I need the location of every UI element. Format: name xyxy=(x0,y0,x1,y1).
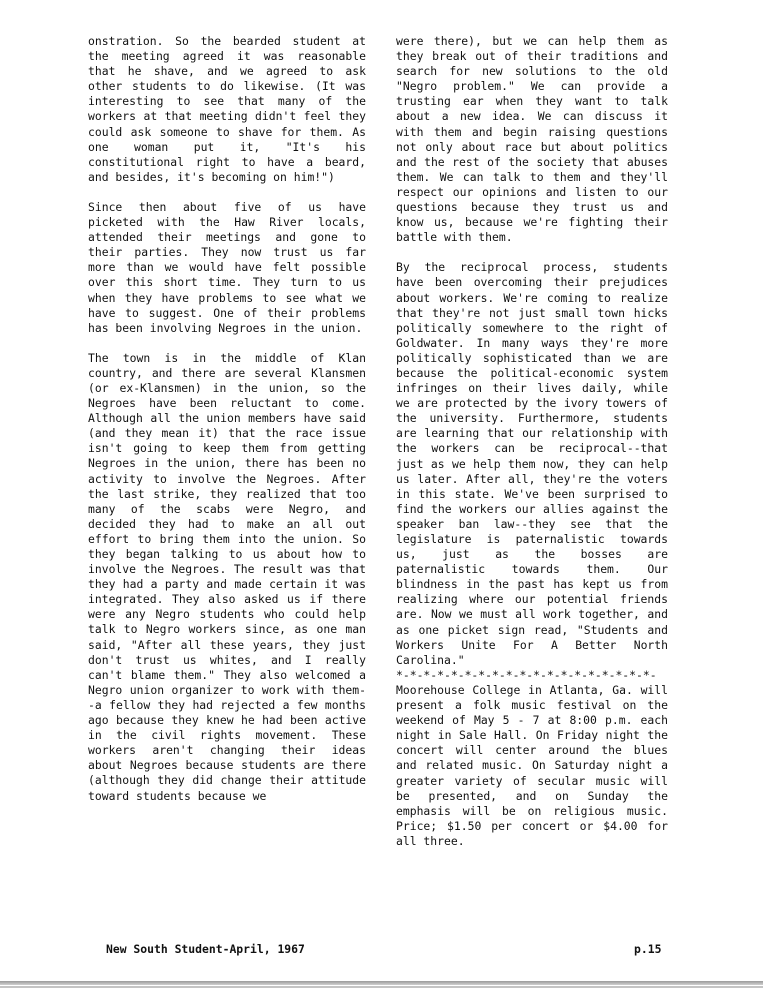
scan-edge-line-lower xyxy=(0,986,763,988)
right-paragraph-2: By the reciprocal process, students have been overcoming their prejudices about workers. We're coming to realize that they're not just small town hicks politically somewhere to the right of Goldwater. In many ways they're more politically sophisticated than we are because the political-economic system infringes on their lives daily, while we are protected by the ivory towers of the university. Furthermore, students are learning that our relationship with the workers can be reciprocal--that just as we help them now, they can help us later. After all, they're the voters in this state. We've been surprised to find the workers our allies against the speaker ban law--they see that the legislature is paternalistic towards us, just as the bosses are paternalistic towards them. Our blindness in the past has kept us from realizing where our potential friends are. Now we must all work together, and as one picket sign read, "Students and Workers Unite For A Better North Carolina." xyxy=(396,260,668,667)
left-paragraph-2: Since then about five of us have picketed with the Haw River locals, attended their meetings and gone to their parties. They now trust us far more than we would have felt possible over this short time. They turn to us when they have problems to see what we have to suggest. One of their problems has been involving Negroes in the union. xyxy=(88,199,366,335)
left-paragraph-1: onstration. So the bearded student at the meeting agreed it was reasonable that he shave, and we agreed to ask other students to do likewise. (It was interesting to see that many of the workers at that meeting didn't feel they could ask someone to shave for them. As one woman put it, "It's his constitutional right to have a beard, and besides, it's becoming on him!") xyxy=(88,34,366,184)
left-column xyxy=(88,34,366,804)
right-paragraph-1: were there), but we can help them as they break out of their traditions and search for new solutions to the old "Negro problem." We can provide a trusting ear when they want to talk about a new idea. We can discuss it with them and begin raising questions not only about race but about politics and the rest of the society that abuses them. We can talk to them and they'll respect our opinions and listen to our questions because they trust us and know us, because we're fighting their battle with them. xyxy=(396,34,668,245)
footer-publication: New South Student-April, 1967 xyxy=(106,942,305,956)
footer-page-number: p.15 xyxy=(634,942,662,956)
asterisk-divider: *-*-*-*-*-*-*-*-*-*-*-*-*-*-*-*-*-*-*- xyxy=(396,667,657,682)
left-paragraph-3: The town is in the middle of Klan country, and there are several Klansmen (or ex-Klansmen) in the union, so the Negroes have been reluctant to come. Although all the union members have said (and they mean it) that the race issue isn't going to keep them from getting Negroes in the union, there has been no activity to involve the Negroes. After the last strike, they realized that too many of the scabs were Negro, and decided they had to make an all out effort to bring them into the union. So they began talking to us about how to involve the Negroes. The result was that they had a party and made certain it was integrated. They also asked us if there were any Negro students who could help talk to Negro workers since, as one man said, "After all these years, they just don't trust us whites, and I really can't blame them." They also welcomed a Negro union organizer to work with them--a fellow they had rejected a few months ago because they knew he had been active in the civil rights movement. These workers aren't changing their ideas about Negroes because students are there (although they did change their attitude toward students because we xyxy=(88,350,366,803)
scan-edge-line xyxy=(0,981,763,985)
right-paragraph-3: Moorehouse College in Atlanta, Ga. will present a folk music festival on the weekend of May 5 - 7 at 8:00 p.m. each night in Sale Hall. On Friday night the concert will center around the blues and related music. On Saturday night a greater variety of secular music will be presented, and on Sunday the emphasis will be on religious music. Price; $1.50 per concert or $4.00 for all three. xyxy=(396,682,668,848)
right-column xyxy=(396,34,668,849)
